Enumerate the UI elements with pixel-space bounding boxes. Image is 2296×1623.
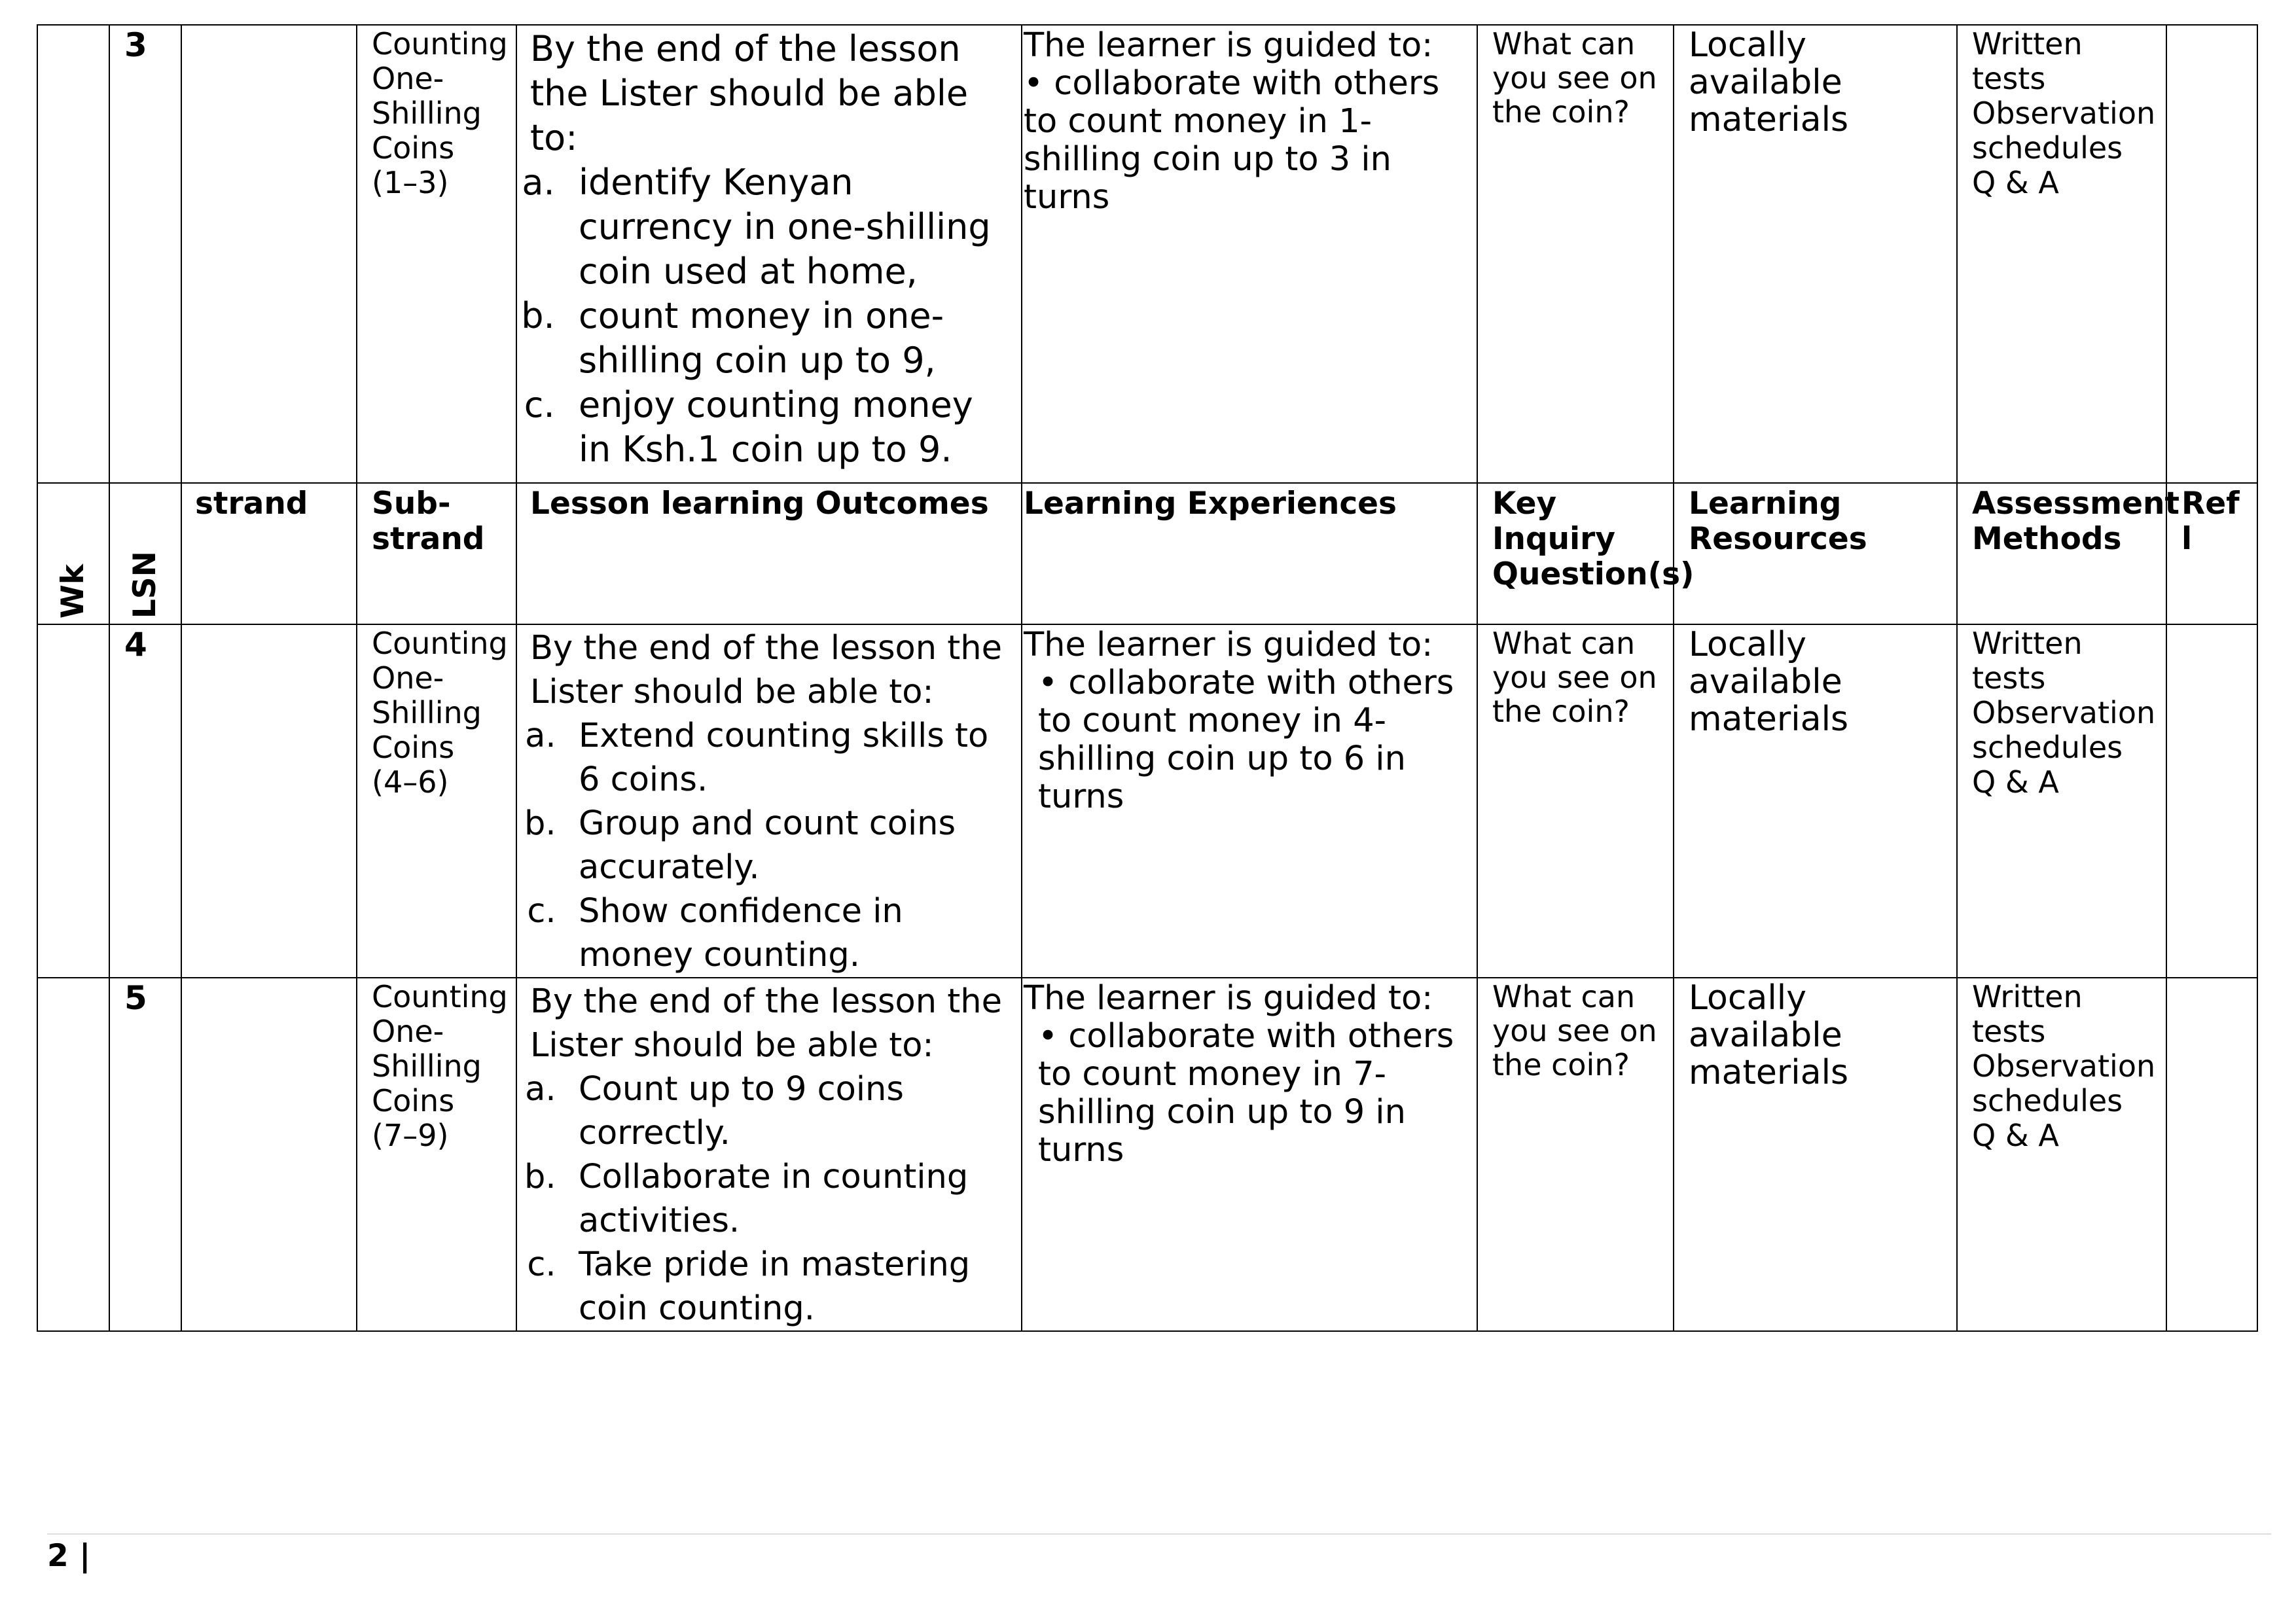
outcomes-cell [516,624,1022,978]
week-cell [37,25,109,483]
outcomes-cell [516,25,1022,483]
lesson-row [37,25,2257,483]
outcomes-cell [516,978,1022,1331]
assessment-item: Written tests [1972,979,2083,1049]
outcome-item: c. Take pride in mastering coin counting. [577,1243,1008,1330]
header-reflection: Refl [2166,483,2257,624]
scheme-of-work-table [37,24,2258,1332]
reflection-cell [2166,978,2257,1331]
experience-item: • collaborate with others to count money in 7-shilling coin up to 9 in turns [1038,1017,1454,1169]
assessment-item: Q & A [1972,1118,2059,1153]
outcome-item: a. identify Kenyan currency in one-shilling coin used at home, [577,160,1008,294]
week-cell [37,978,109,1331]
resources-cell: Locally available materials [1674,624,1957,978]
assessment-item: Observation schedules [1972,1048,2156,1118]
experiences-cell [1022,978,1477,1331]
reflection-cell [2166,25,2257,483]
assessment-item: Written tests [1972,626,2083,696]
strand-cell [181,624,357,978]
outcomes-intro: By the end of the lesson the Lister should be able to: [530,982,1002,1065]
header-resources: Learning Resources [1674,483,1957,624]
experiences-intro: The learner is guided to: [1024,26,1433,65]
outcome-item: b. Collaborate in counting activities. [577,1155,1008,1243]
substrand-cell: Counting One-Shilling Coins (1–3) [357,25,516,483]
header-inquiry: Key Inquiry Question(s) [1477,483,1674,624]
header-assessment: Assessment Methods [1957,483,2166,624]
outcome-item: c. enjoy counting money in Ksh.1 coin up to 9. [577,383,1008,472]
lesson-number: 3 [109,25,181,483]
reflection-cell [2166,624,2257,978]
inquiry-cell: What can you see on the coin? [1477,624,1674,978]
strand-cell [181,978,357,1331]
experiences-intro: The learner is guided to: [1024,979,1433,1018]
lesson-row [37,978,2257,1331]
experience-item: • collaborate with others to count money in 4-shilling coin up to 6 in turns [1038,664,1454,816]
resources-cell: Locally available materials [1674,25,1957,483]
week-cell [37,624,109,978]
header-wk-label: Wk [55,563,91,618]
experiences-intro: The learner is guided to: [1024,626,1433,664]
outcome-item: c. Show confidence in money counting. [577,889,1008,977]
resources-cell: Locally available materials [1674,978,1957,1331]
outcomes-list [530,1067,1008,1330]
experience-item: • collaborate with others to count money in 1-shilling coin up to 3 in turns [1024,64,1440,217]
assessment-item: Q & A [1972,165,2059,200]
header-wk [37,483,109,624]
header-lsn [109,483,181,624]
footer-divider [47,1533,2271,1535]
header-substrand: Sub-strand [357,483,516,624]
assessment-cell [1957,624,2166,978]
assessment-item: Observation schedules [1972,96,2156,166]
assessment-item: Written tests [1972,26,2083,96]
header-row [37,483,2257,624]
assessment-cell [1957,978,2166,1331]
substrand-cell: Counting One-Shilling Coins (4–6) [357,624,516,978]
substrand-cell: Counting One-Shilling Coins (7–9) [357,978,516,1331]
assessment-cell [1957,25,2166,483]
outcomes-intro: By the end of the lesson the Lister should be able to: [530,28,969,158]
assessment-item: Observation schedules [1972,695,2156,765]
inquiry-cell: What can you see on the coin? [1477,25,1674,483]
experiences-cell [1022,624,1477,978]
outcome-item: a. Extend counting skills to 6 coins. [577,714,1008,802]
header-lsn-label: LSN [127,550,163,618]
outcome-item: b. count money in one-shilling coin up to 9, [577,294,1008,383]
outcomes-list [530,714,1008,977]
outcomes-list [530,160,1008,472]
lesson-number: 4 [109,624,181,978]
strand-cell [181,25,357,483]
experiences-cell [1022,25,1477,483]
outcome-item: b. Group and count coins accurately. [577,802,1008,889]
lesson-row [37,624,2257,978]
header-strand: strand [181,483,357,624]
outcomes-intro: By the end of the lesson the Lister should be able to: [530,629,1002,711]
outcome-item: a. Count up to 9 coins correctly. [577,1067,1008,1155]
page-number: 2 | [47,1538,91,1574]
inquiry-cell: What can you see on the coin? [1477,978,1674,1331]
header-outcomes: Lesson learning Outcomes [516,483,1022,624]
assessment-item: Q & A [1972,764,2059,800]
lesson-number: 5 [109,978,181,1331]
header-experiences: Learning Experiences [1022,483,1477,624]
